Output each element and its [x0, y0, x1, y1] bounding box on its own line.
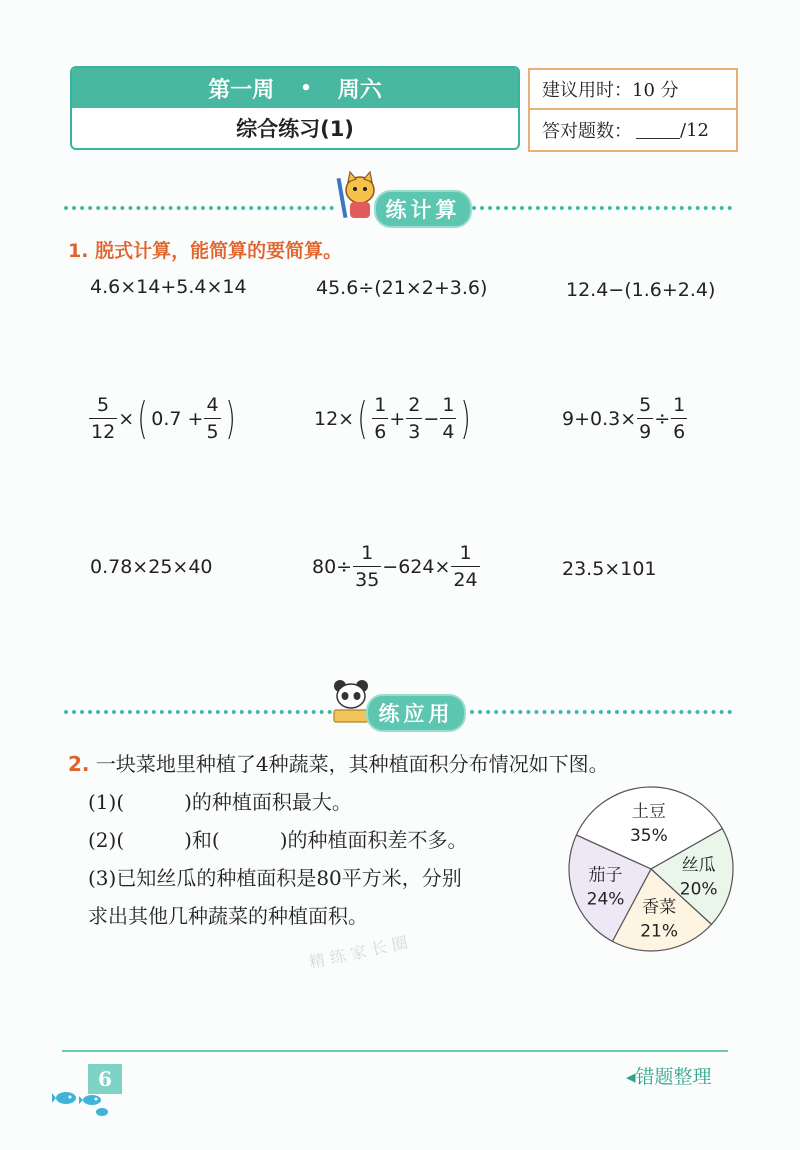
question-1-title	[68, 236, 342, 263]
correct-count-label: 答对题数：	[542, 121, 632, 142]
dotted-divider-left-2	[64, 710, 332, 714]
expr-2b: 12× ( $\frac{1}{6}$ + $\frac{2}{3}$ − $\frac{1}{4}$ )	[314, 392, 472, 444]
error-review-link[interactable]: ◂错题整理	[626, 1066, 712, 1088]
fish-decoration-icon	[52, 1086, 114, 1120]
expr-1a: 4.6×14+5.4×14	[90, 276, 247, 298]
question-2-sub-2: (2)( )和( )的种植面积差不多。	[88, 828, 468, 852]
cat-mascot-icon	[336, 170, 380, 224]
fraction: $\frac{1}{35}$	[355, 542, 380, 591]
fraction: $\frac{1}{6}$	[374, 394, 387, 443]
dotted-divider-right-2	[470, 710, 732, 714]
lesson-week-bar	[72, 68, 518, 108]
watermark: 精 练 家 长 圈	[307, 932, 410, 973]
fraction: $\frac{4}{5}$	[206, 394, 219, 443]
expr-2a: $\frac{5}{12}$ × ( 0.7 + $\frac{4}{5}$ )	[91, 392, 236, 444]
pie-value-1: 20%	[679, 879, 718, 900]
pie-label-1: 丝瓜	[681, 855, 716, 876]
fraction: $\frac{1}{4}$	[442, 394, 455, 443]
pie-label-0: 土豆	[631, 802, 666, 823]
footer-divider	[62, 1050, 728, 1052]
question-2-number: 2.	[68, 752, 90, 776]
question-2-sub-3-line1: (3)已知丝瓜的种植面积是80平方米，分别	[88, 866, 462, 890]
expr-1c: 12.4−(1.6+2.4)	[566, 279, 716, 301]
fraction: $\frac{5}{12}$	[91, 394, 116, 443]
expr-3c: 23.5×101	[562, 558, 657, 580]
week-label: 第一周	[208, 77, 275, 103]
question-1-number: 1.	[68, 240, 89, 262]
time-info-box	[528, 68, 738, 152]
lesson-header	[70, 66, 520, 150]
question-2-sub-3-line2: 求出其他几种蔬菜的种植面积。	[88, 904, 368, 928]
day-label: 周六	[337, 77, 382, 103]
pie-value-3: 24%	[586, 889, 625, 910]
section-tag-calculation: 练计算	[374, 190, 472, 228]
fraction: $\frac{1}{24}$	[453, 542, 478, 591]
question-1-prompt: 脱式计算，能简算的要简算。	[95, 240, 343, 262]
question-2-sub-1: (1)( )的种植面积最大。	[88, 790, 352, 814]
question-2-title	[68, 748, 609, 777]
dotted-divider-right-1	[472, 206, 732, 210]
fraction: $\frac{2}{3}$	[408, 394, 421, 443]
lesson-title: 综合练习(1)	[236, 117, 354, 141]
correct-count-blank[interactable]	[636, 122, 680, 139]
correct-count-row	[530, 110, 736, 150]
header-separator: •	[300, 77, 312, 99]
pie-label-3: 茄子	[588, 865, 623, 886]
expr-1b: 45.6÷(21×2+3.6)	[316, 277, 488, 299]
pie-label-2: 香菜	[642, 897, 677, 918]
pie-value-2: 21%	[640, 921, 679, 942]
expr-3a: 0.78×25×40	[90, 556, 213, 578]
suggested-time: 建议用时：10 分	[530, 70, 736, 110]
dotted-divider-left-1	[64, 206, 334, 210]
pie-value-0: 35%	[629, 826, 668, 847]
page-number: 6	[88, 1064, 122, 1094]
expr-3b: 80÷ $\frac{1}{35}$ −624× $\frac{1}{24}$	[312, 542, 478, 591]
section-tag-application: 练应用	[366, 694, 466, 732]
fraction: $\frac{1}{6}$	[673, 394, 686, 443]
vegetable-area-pie-chart	[566, 784, 736, 954]
question-2-prompt: 一块菜地里种植了4种蔬菜，其种植面积分布情况如下图。	[95, 752, 609, 776]
correct-count-total: /12	[680, 119, 709, 141]
expr-2c: 9+0.3× $\frac{5}{9}$ ÷ $\frac{1}{6}$	[562, 394, 686, 443]
fraction: $\frac{5}{9}$	[639, 394, 652, 443]
